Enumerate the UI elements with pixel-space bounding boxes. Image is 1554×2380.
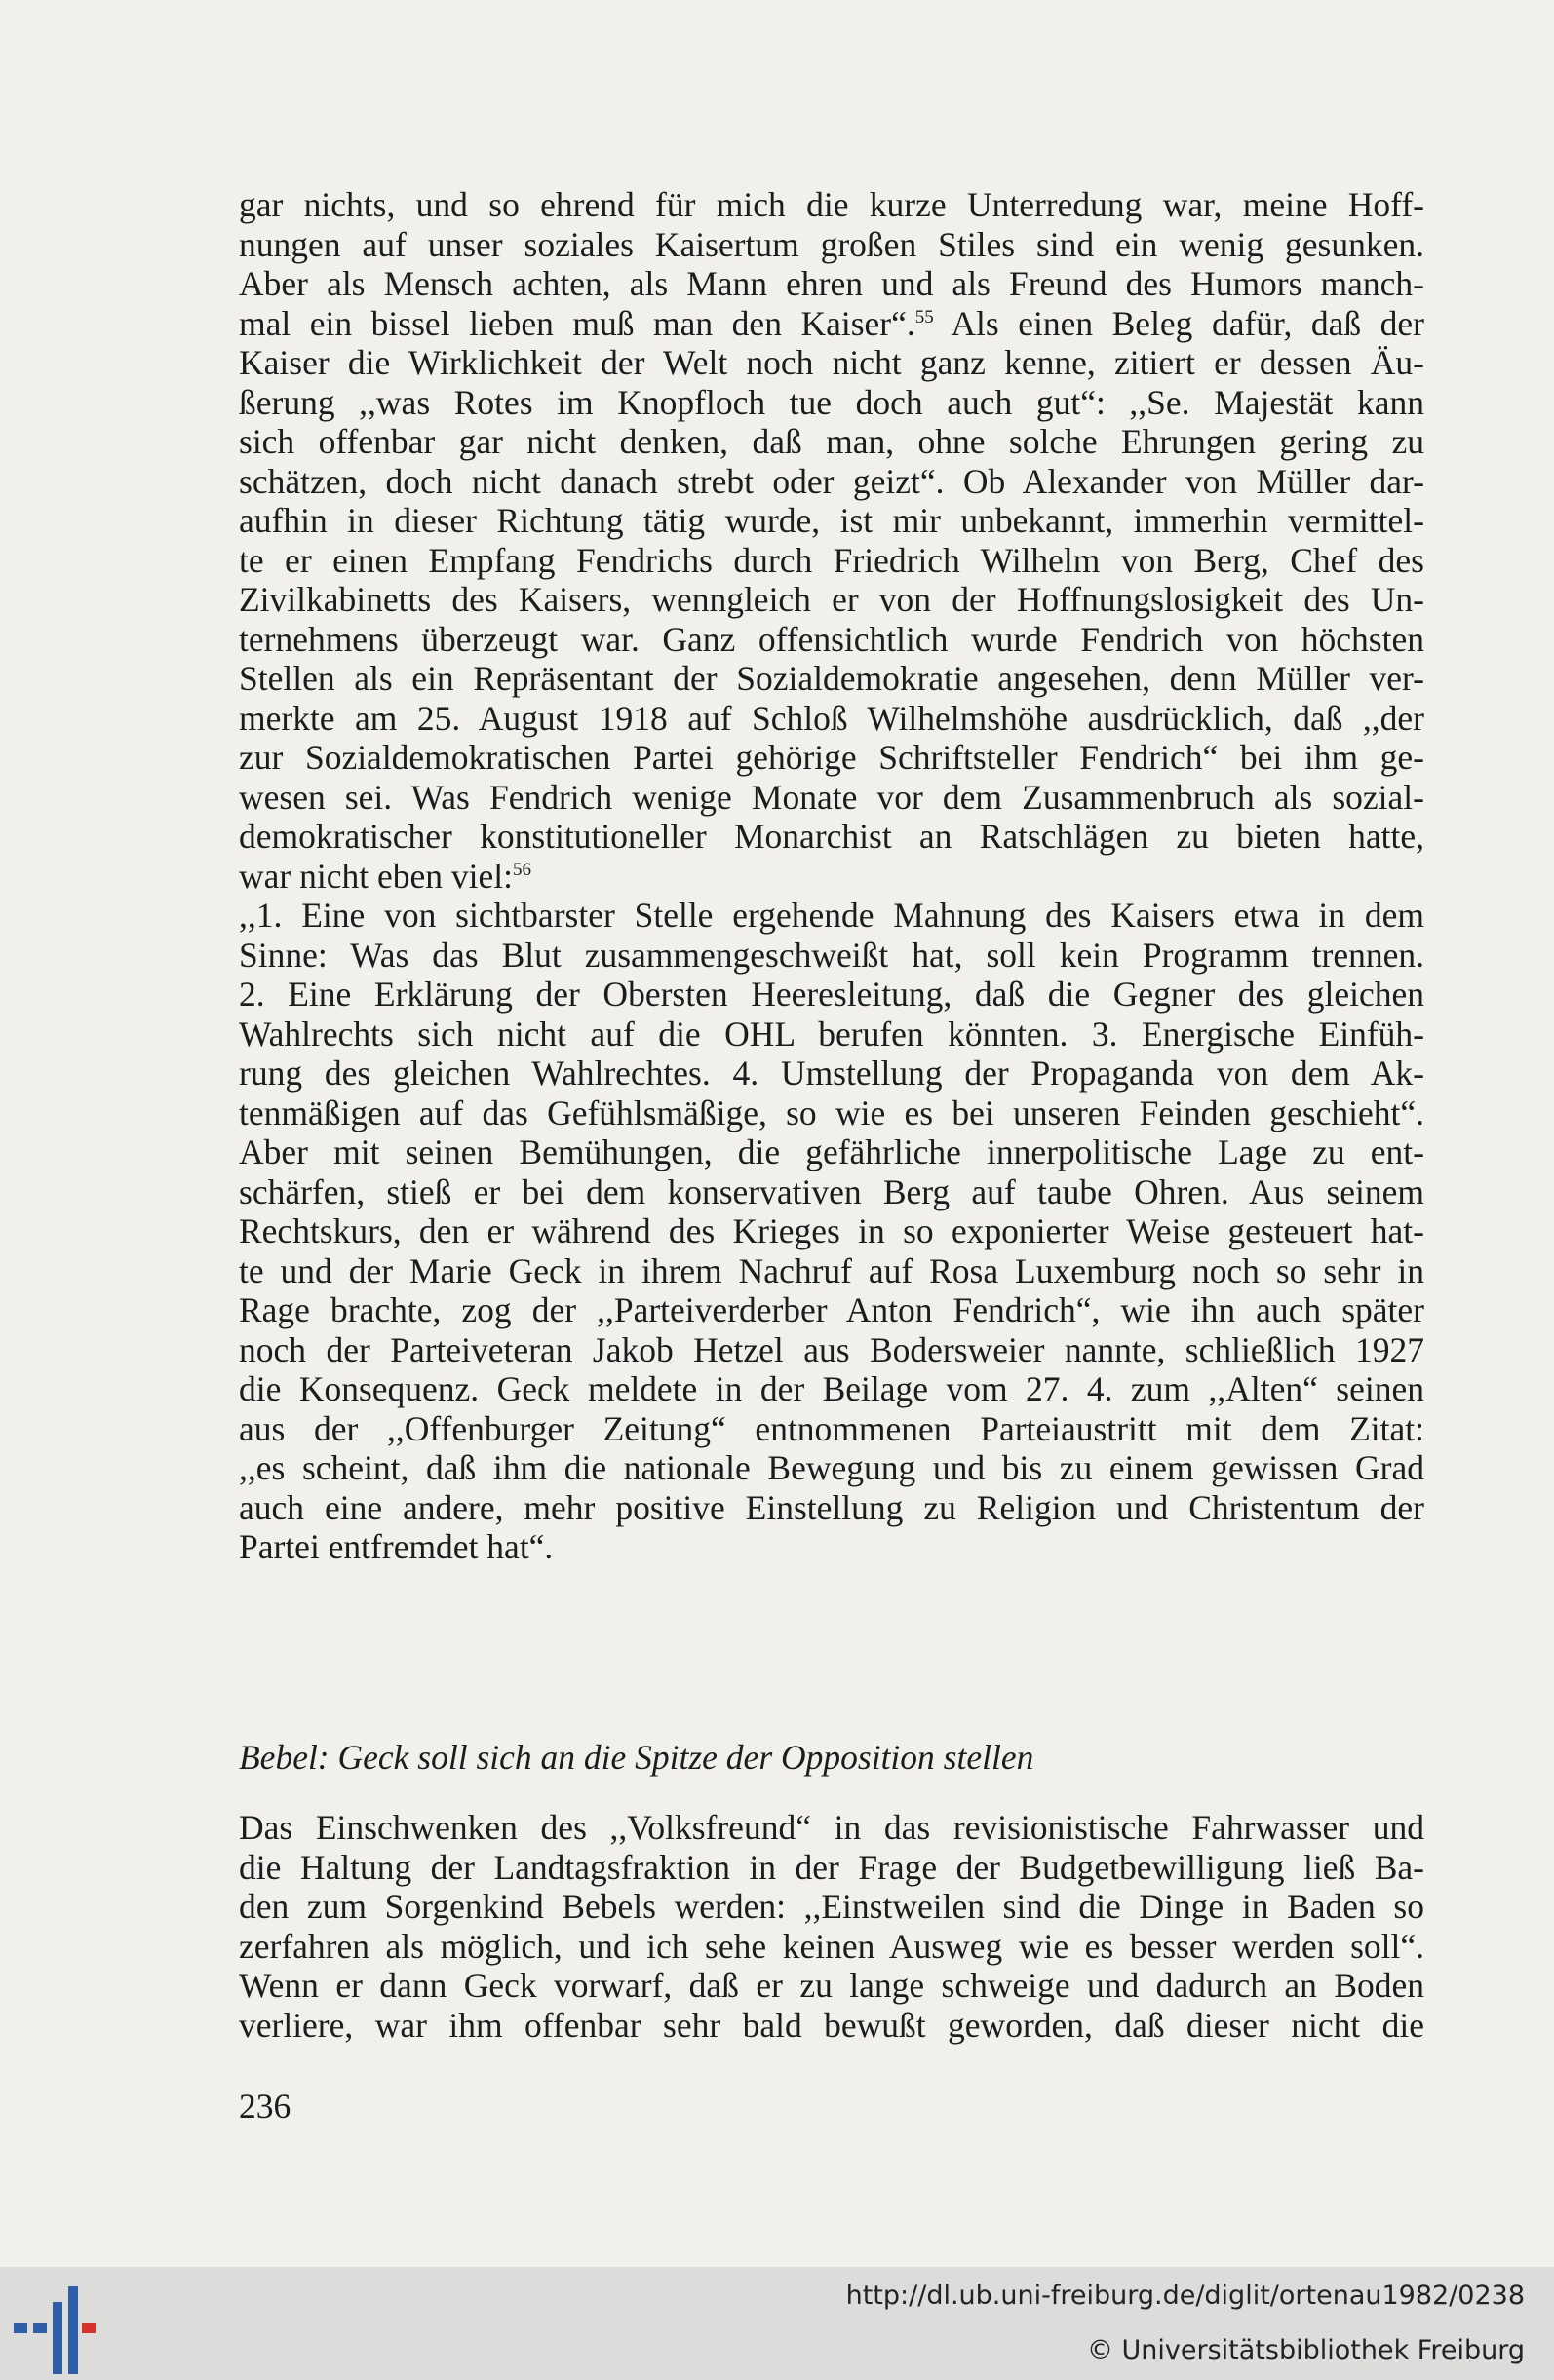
- footnote-ref-56: 56: [512, 859, 531, 880]
- section-text: [239, 1808, 1424, 2045]
- text-line: verliere, war ihm offenbar sehr bald bewußt geworden, daß dieser nicht die: [239, 2005, 1424, 2045]
- text-fragment: Als einen Beleg dafür, daß der: [951, 303, 1424, 343]
- text-line: auch eine andere, mehr positive Einstellung zu Religion und Christentum der: [239, 1487, 1424, 1527]
- text-line: Wenn er dann Geck vorwarf, daß er zu lange schweige und dadurch an Boden: [239, 1966, 1424, 2005]
- text-line: te und der Marie Geck in ihrem Nachruf auf Rosa Luxemburg noch so sehr in: [239, 1250, 1424, 1290]
- text-line: den zum Sorgenkind Bebels werden: ,,Einstweilen sind die Dinge in Baden so: [239, 1887, 1424, 1926]
- main-text: [239, 185, 1424, 1567]
- permalink-url[interactable]: http://dl.ub.uni-freiburg.de/diglit/ortenau1982/0238: [845, 2281, 1525, 2311]
- text-line: wesen sei. Was Fendrich wenige Monate vor dem Zusammenbruch als sozial-: [239, 777, 1424, 817]
- text-line: Sinne: Was das Blut zusammengeschweißt hat, soll kein Programm trennen.: [239, 935, 1424, 975]
- text-line: tenmäßigen auf das Gefühlsmäßige, so wie es bei unseren Feinden geschieht“.: [239, 1093, 1424, 1132]
- text-line: [239, 857, 1424, 897]
- text-line: ternehmens überzeugt war. Ganz offensichtlich wurde Fendrich von höchsten: [239, 619, 1424, 659]
- text-line: noch der Parteiveteran Jakob Hetzel aus Bodersweier nannte, schließlich 1927: [239, 1329, 1424, 1369]
- text-line: rung des gleichen Wahlrechtes. 4. Umstellung der Propaganda von dem Ak-: [239, 1054, 1424, 1093]
- text-line: zur Sozialdemokratischen Partei gehörige Schriftsteller Fendrich“ bei ihm ge-: [239, 738, 1424, 777]
- text-line: schärfen, stieß er bei dem konservativen Berg auf taube Ohren. Aus seinem: [239, 1171, 1424, 1211]
- text-line: Stellen als ein Repräsentant der Sozialdemokratie angesehen, denn Müller ver-: [239, 659, 1424, 698]
- text-line: Rechtskurs, den er während des Krieges in so exponierter Weise gesteuert hat-: [239, 1211, 1424, 1250]
- text-line: zerfahren als möglich, und ich sehe keinen Ausweg wie es besser werden soll“.: [239, 1926, 1424, 1966]
- text-line: te er einen Empfang Fendrichs durch Friedrich Wilhelm von Berg, Chef des: [239, 540, 1424, 580]
- section-heading: Bebel: Geck soll sich an die Spitze der Opposition stellen: [239, 1738, 1034, 1777]
- text-line: ,,es scheint, daß ihm die nationale Bewegung und bis zu einem gewissen Grad: [239, 1448, 1424, 1487]
- text-line: Rage brachte, zog der ,,Parteiverderber Anton Fendrich“, wie ihn auch später: [239, 1290, 1424, 1329]
- text-line: schätzen, doch nicht danach strebt oder geizt“. Ob Alexander von Müller dar-: [239, 461, 1424, 501]
- footer-bar: [0, 2267, 1554, 2380]
- text-line: 2. Eine Erklärung der Obersten Heeresleitung, daß die Gegner des gleichen: [239, 975, 1424, 1014]
- text-fragment: war nicht eben viel:: [239, 856, 513, 896]
- copyright-text: © Universitätsbibliothek Freiburg: [1086, 2335, 1525, 2365]
- footnote-ref-55: 55: [914, 306, 934, 327]
- text-line: gar nichts, und so ehrend für mich die kurze Unterredung war, meine Hoff-: [239, 185, 1424, 224]
- text-line: merkte am 25. August 1918 auf Schloß Wilhelmshöhe ausdrücklich, daß ,,der: [239, 698, 1424, 738]
- text-line: Zivilkabinetts des Kaisers, wenngleich er von der Hoffnungslosigkeit des Un-: [239, 580, 1424, 619]
- text-line: sich offenbar gar nicht denken, daß man, ohne solche Ehrungen gering zu: [239, 422, 1424, 461]
- text-line: Das Einschwenken des ,,Volksfreund“ in das revisionistische Fahrwasser und: [239, 1808, 1424, 1847]
- text-line: aus der ,,Offenburger Zeitung“ entnommenen Parteiaustritt mit dem Zitat:: [239, 1408, 1424, 1448]
- text-line: Wahlrechts sich nicht auf die OHL berufen könnten. 3. Energische Einfüh-: [239, 1014, 1424, 1054]
- text-line: Partei entfremdet hat“.: [239, 1527, 554, 1566]
- text-line: Aber als Mensch achten, als Mann ehren und als Freund des Humors manch-: [239, 264, 1424, 303]
- text-line: ßerung ,,was Rotes im Knopfloch tue doch auch gut“: ,,Se. Majestät kann: [239, 382, 1424, 422]
- text-line: nungen auf unser soziales Kaisertum großen Stiles sind ein wenig gesunken.: [239, 224, 1424, 264]
- text-line: ,,1. Eine von sichtbarster Stelle ergehende Mahnung des Kaisers etwa in dem: [239, 896, 1424, 935]
- text-line: demokratischer konstitutioneller Monarchist an Ratschlägen zu bieten hatte,: [239, 817, 1424, 856]
- text-line: [239, 304, 1424, 344]
- text-line: die Haltung der Landtagsfraktion in der Frage der Budgetbewilligung ließ Ba-: [239, 1847, 1424, 1887]
- text-line: aufhin in dieser Richtung tätig wurde, ist mir unbekannt, immerhin vermittel-: [239, 501, 1424, 540]
- text-line: die Konsequenz. Geck meldete in der Beilage vom 27. 4. zum ,,Alten“ seinen: [239, 1369, 1424, 1408]
- text-line: Aber mit seinen Bemühungen, die gefährliche innerpolitische Lage zu ent-: [239, 1132, 1424, 1171]
- text-fragment: mal ein bissel lieben muß man den Kaiser“.: [239, 303, 915, 343]
- ub-freiburg-logo-icon: [14, 2284, 101, 2378]
- page-number: 236: [239, 2087, 291, 2126]
- text-line: Kaiser die Wirklichkeit der Welt noch nicht ganz kenne, zitiert er dessen Äu-: [239, 343, 1424, 382]
